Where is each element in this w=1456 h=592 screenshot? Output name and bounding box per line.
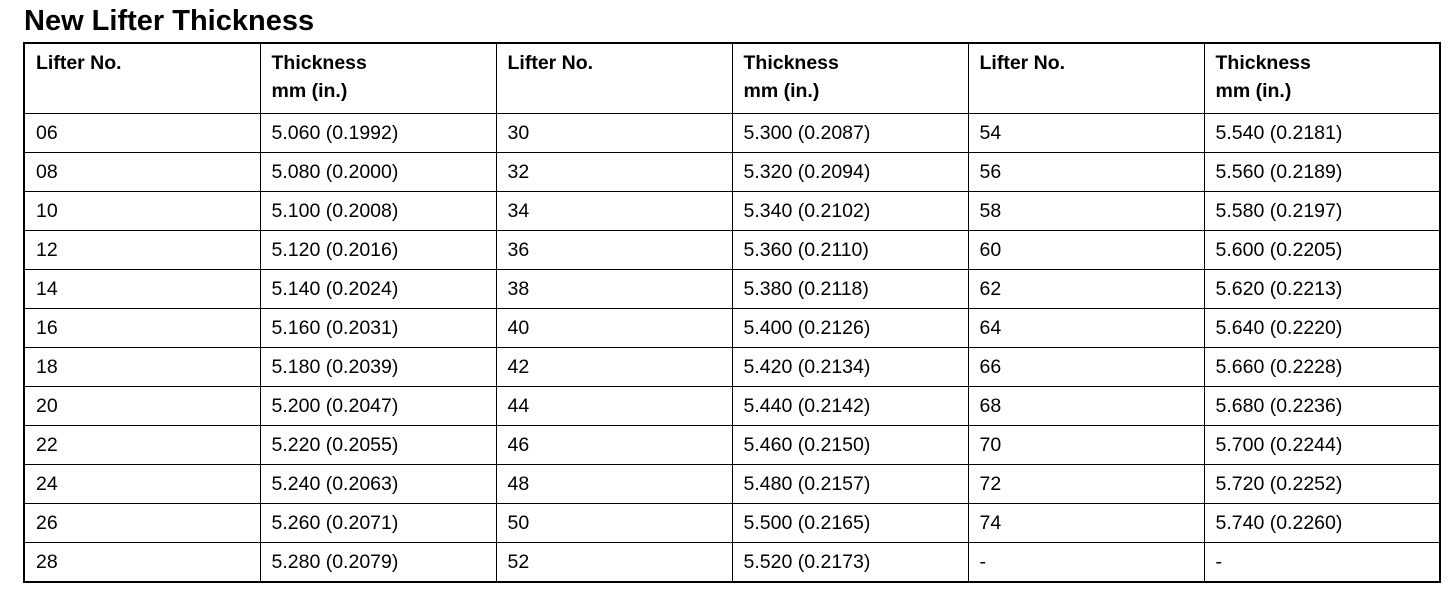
- thickness-cell: 5.340 (0.2102): [732, 192, 968, 231]
- thickness-cell: 5.100 (0.2008): [260, 192, 496, 231]
- thickness-cell: 5.240 (0.2063): [260, 465, 496, 504]
- column-header-thickness: [732, 43, 968, 114]
- thickness-cell: 5.460 (0.2150): [732, 426, 968, 465]
- thickness-cell: 5.720 (0.2252): [1204, 465, 1440, 504]
- lifter-number-cell: 34: [496, 192, 732, 231]
- lifter-number-cell: 52: [496, 543, 732, 583]
- thickness-cell: 5.600 (0.2205): [1204, 231, 1440, 270]
- table-row: [24, 426, 1440, 465]
- thickness-cell: 5.140 (0.2024): [260, 270, 496, 309]
- lifter-number-cell: 44: [496, 387, 732, 426]
- table-row: [24, 231, 1440, 270]
- column-header-unit: mm (in.): [1215, 80, 1292, 102]
- table-row: [24, 348, 1440, 387]
- column-header-thickness: [1204, 43, 1440, 114]
- column-header-lifter-no: [496, 43, 732, 114]
- lifter-number-cell: -: [968, 543, 1204, 583]
- thickness-cell: 5.740 (0.2260): [1204, 504, 1440, 543]
- thickness-cell: 5.220 (0.2055): [260, 426, 496, 465]
- lifter-number-cell: 70: [968, 426, 1204, 465]
- lifter-number-cell: 40: [496, 309, 732, 348]
- thickness-cell: 5.180 (0.2039): [260, 348, 496, 387]
- thickness-cell: 5.360 (0.2110): [732, 231, 968, 270]
- lifter-number-cell: 20: [24, 387, 260, 426]
- lifter-number-cell: 10: [24, 192, 260, 231]
- lifter-number-cell: 08: [24, 153, 260, 192]
- column-header-label: Lifter No.: [36, 52, 122, 74]
- lifter-number-cell: 26: [24, 504, 260, 543]
- lifter-number-cell: 18: [24, 348, 260, 387]
- table-header: [24, 43, 1440, 114]
- thickness-cell: 5.260 (0.2071): [260, 504, 496, 543]
- lifter-number-cell: 06: [24, 114, 260, 153]
- column-header-label: Thickness: [1215, 52, 1311, 74]
- thickness-cell: 5.580 (0.2197): [1204, 192, 1440, 231]
- lifter-number-cell: 28: [24, 543, 260, 583]
- thickness-cell: 5.660 (0.2228): [1204, 348, 1440, 387]
- lifter-number-cell: 38: [496, 270, 732, 309]
- column-header-label: Lifter No.: [979, 52, 1066, 74]
- lifter-number-cell: 68: [968, 387, 1204, 426]
- thickness-cell: 5.640 (0.2220): [1204, 309, 1440, 348]
- thickness-cell: 5.420 (0.2134): [732, 348, 968, 387]
- lifter-number-cell: 64: [968, 309, 1204, 348]
- thickness-cell: 5.280 (0.2079): [260, 543, 496, 583]
- lifter-number-cell: 62: [968, 270, 1204, 309]
- table-row: [24, 309, 1440, 348]
- table-row: [24, 192, 1440, 231]
- lifter-number-cell: 56: [968, 153, 1204, 192]
- lifter-number-cell: 30: [496, 114, 732, 153]
- thickness-cell: 5.080 (0.2000): [260, 153, 496, 192]
- lifter-number-cell: 12: [24, 231, 260, 270]
- column-header-thickness: [260, 43, 496, 114]
- lifter-number-cell: 48: [496, 465, 732, 504]
- thickness-cell: 5.620 (0.2213): [1204, 270, 1440, 309]
- thickness-cell: 5.300 (0.2087): [732, 114, 968, 153]
- column-header-label: Lifter No.: [507, 52, 594, 74]
- lifter-number-cell: 24: [24, 465, 260, 504]
- column-header-unit: mm (in.): [743, 80, 820, 102]
- thickness-cell: 5.200 (0.2047): [260, 387, 496, 426]
- table-row: [24, 465, 1440, 504]
- table-body: [24, 114, 1440, 583]
- thickness-cell: 5.160 (0.2031): [260, 309, 496, 348]
- thickness-cell: 5.120 (0.2016): [260, 231, 496, 270]
- column-header-label: Thickness: [271, 52, 367, 74]
- column-header-lifter-no: [24, 43, 260, 114]
- thickness-cell: 5.380 (0.2118): [732, 270, 968, 309]
- thickness-cell: 5.060 (0.1992): [260, 114, 496, 153]
- thickness-cell: 5.320 (0.2094): [732, 153, 968, 192]
- thickness-cell: 5.500 (0.2165): [732, 504, 968, 543]
- header-row: [24, 43, 1440, 114]
- lifter-number-cell: 22: [24, 426, 260, 465]
- lifter-number-cell: 42: [496, 348, 732, 387]
- table-row: [24, 153, 1440, 192]
- lifter-number-cell: 66: [968, 348, 1204, 387]
- thickness-cell: 5.520 (0.2173): [732, 543, 968, 583]
- lifter-number-cell: 58: [968, 192, 1204, 231]
- thickness-cell: 5.480 (0.2157): [732, 465, 968, 504]
- table-row: [24, 270, 1440, 309]
- column-header-label: Thickness: [743, 52, 839, 74]
- lifter-number-cell: 72: [968, 465, 1204, 504]
- column-header-unit: mm (in.): [271, 80, 348, 102]
- lifter-number-cell: 60: [968, 231, 1204, 270]
- table-row: [24, 114, 1440, 153]
- column-header-lifter-no: [968, 43, 1204, 114]
- lifter-number-cell: 46: [496, 426, 732, 465]
- lifter-number-cell: 32: [496, 153, 732, 192]
- lifter-number-cell: 54: [968, 114, 1204, 153]
- thickness-cell: 5.540 (0.2181): [1204, 114, 1440, 153]
- thickness-cell: -: [1204, 543, 1440, 583]
- lifter-number-cell: 36: [496, 231, 732, 270]
- thickness-cell: 5.440 (0.2142): [732, 387, 968, 426]
- thickness-cell: 5.680 (0.2236): [1204, 387, 1440, 426]
- thickness-cell: 5.400 (0.2126): [732, 309, 968, 348]
- table-row: [24, 387, 1440, 426]
- lifter-number-cell: 74: [968, 504, 1204, 543]
- lifter-number-cell: 50: [496, 504, 732, 543]
- page-title: New Lifter Thickness: [24, 5, 315, 37]
- table-row: [24, 543, 1440, 583]
- lifter-thickness-table: [23, 42, 1441, 583]
- lifter-number-cell: 14: [24, 270, 260, 309]
- thickness-cell: 5.560 (0.2189): [1204, 153, 1440, 192]
- lifter-number-cell: 16: [24, 309, 260, 348]
- thickness-cell: 5.700 (0.2244): [1204, 426, 1440, 465]
- table-row: [24, 504, 1440, 543]
